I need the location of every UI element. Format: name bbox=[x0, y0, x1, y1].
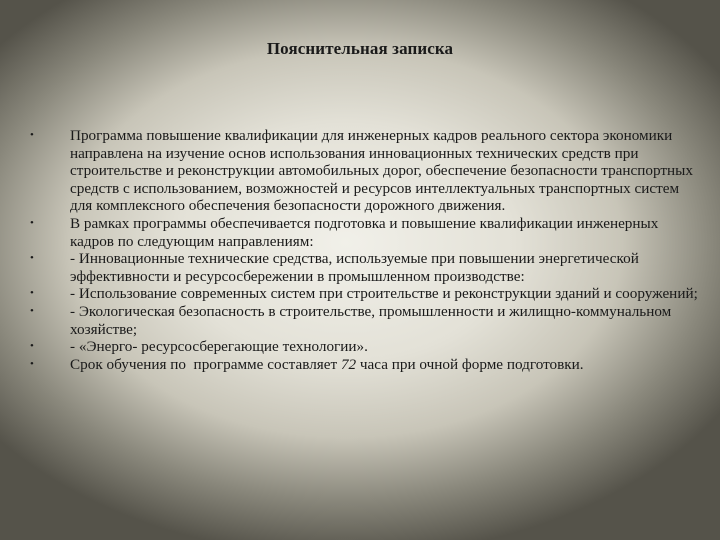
duration-text-before: Срок обучения по программе составляет bbox=[70, 355, 341, 373]
slide-content bbox=[24, 127, 704, 373]
bullet-text: - Экологическая безопасность в строительстве, промышленности и жилищно-коммунальном хозяйстве; bbox=[70, 302, 672, 338]
slide-title: Пояснительная записка bbox=[266, 39, 454, 58]
bullet-dot-icon: • bbox=[30, 340, 34, 353]
bullet-text: - Использование современных систем при строительстве и реконструкции зданий и сооружений; bbox=[70, 285, 698, 303]
bullet-dot-icon: • bbox=[30, 129, 34, 141]
bullet-dot-icon: • bbox=[30, 304, 34, 317]
bullet-list bbox=[24, 127, 704, 373]
bullet-text: - Инновационные технические средства, используемые при повышении энергетической эффективности и ресурсосбережении в промышленном производстве: bbox=[70, 250, 639, 285]
bullet-item-ecological-safety bbox=[24, 303, 704, 338]
duration-hours: 72 bbox=[340, 355, 357, 373]
bullet-item-program-purpose bbox=[24, 127, 704, 215]
bullet-item-innovative-tools bbox=[24, 250, 704, 285]
bullet-dot-icon: • bbox=[30, 252, 34, 265]
bullet-dot-icon: • bbox=[30, 216, 34, 229]
bullet-item-duration bbox=[24, 356, 704, 374]
bullet-text: В рамках программы обеспечивается подготовка и повышение квалификации инженерных кадров по следующим направлениям: bbox=[70, 214, 659, 250]
bullet-item-modern-systems bbox=[24, 285, 704, 303]
duration-text-after: часа при очной форме подготовки. bbox=[356, 355, 584, 373]
bullet-text: Программа повышение квалификации для инженерных кадров реального сектора экономики направлена на изучение основ использования инновационных технических средств при строительстве и реконструкции автомобильных дорог, обеспечение безопасности транспортных средств с использованием, возможностей и ресурсов интеллектуальных транспортных систем для комплексного обеспечения безопасности дорожного движения. bbox=[70, 127, 693, 215]
bullet-item-directions-intro bbox=[24, 215, 704, 250]
bullet-dot-icon: • bbox=[30, 357, 34, 370]
bullet-text bbox=[70, 356, 584, 373]
bullet-text: - «Энерго- ресурсосберегающие технологии». bbox=[70, 338, 368, 356]
bullet-item-energy-saving bbox=[24, 338, 704, 356]
bullet-dot-icon: • bbox=[30, 287, 34, 300]
